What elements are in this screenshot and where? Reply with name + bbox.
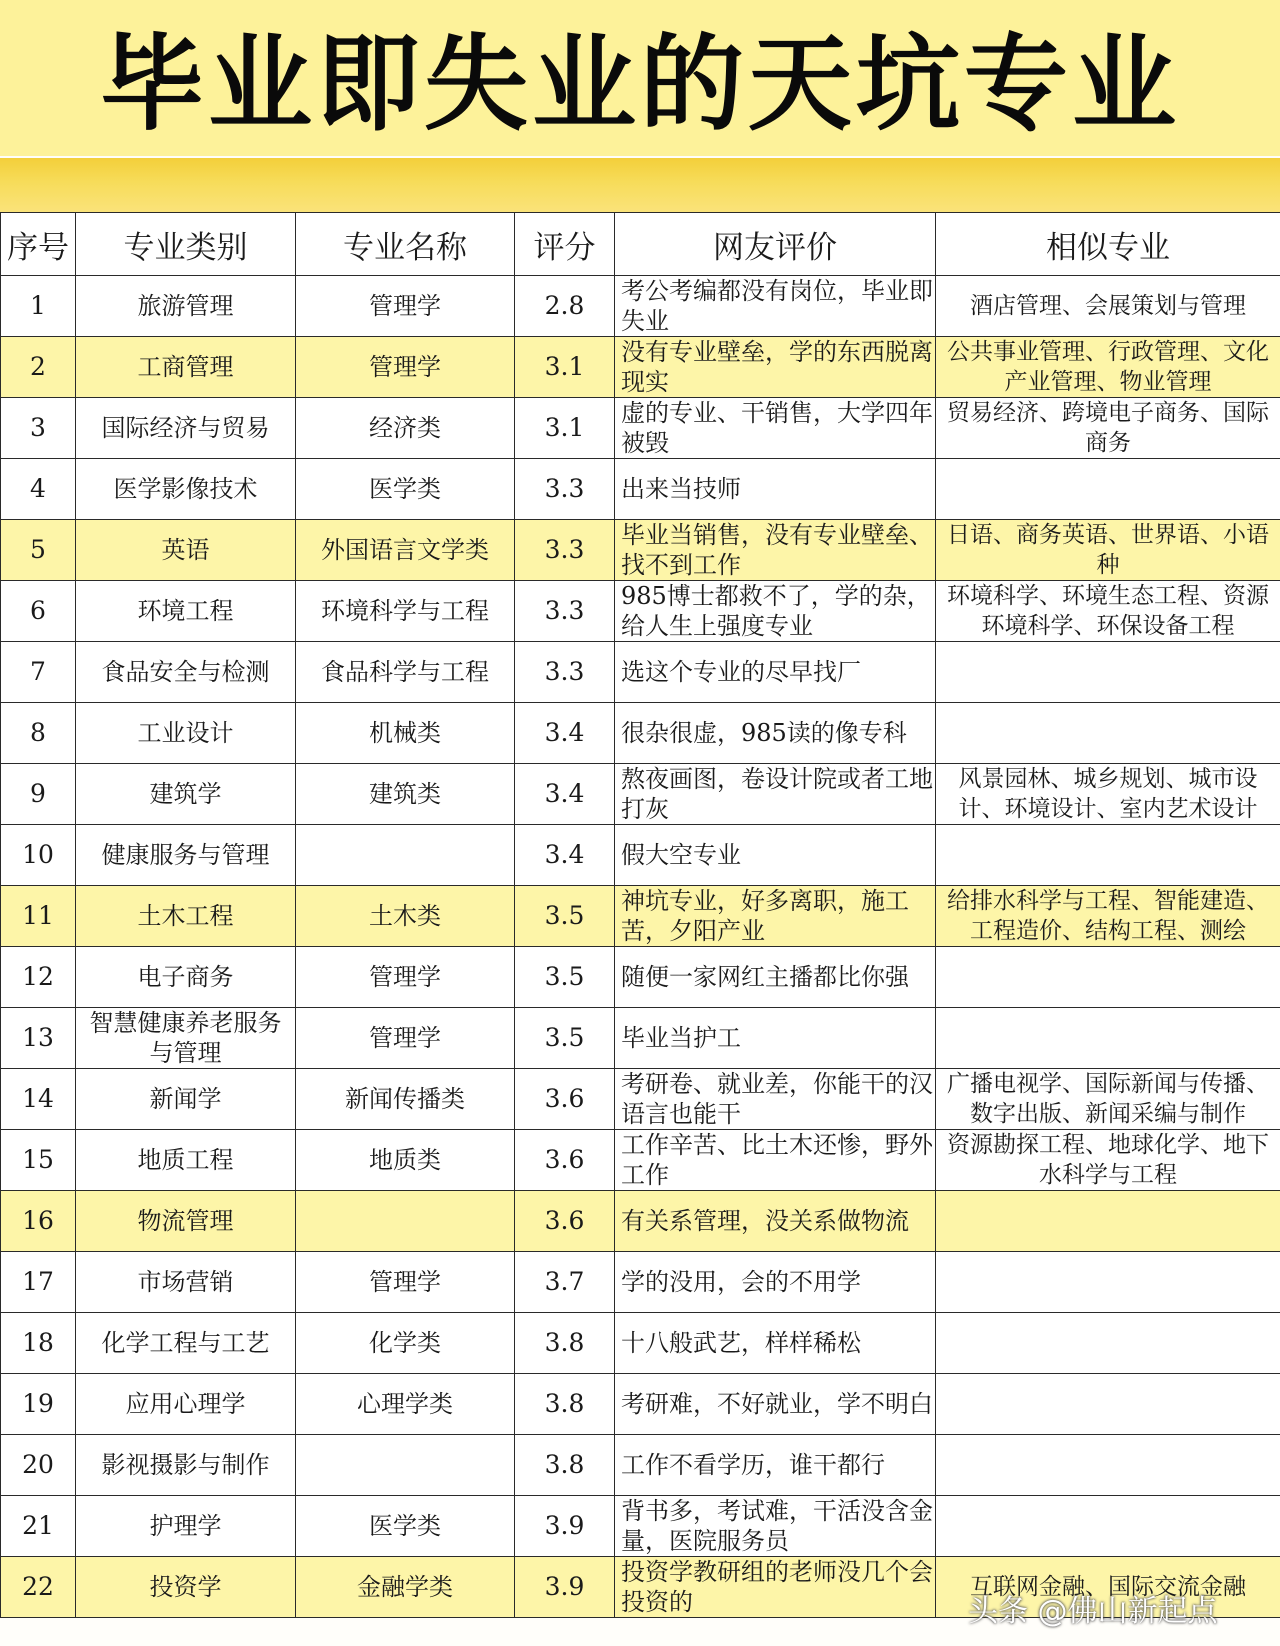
cell-score: 3.6 — [515, 1069, 615, 1130]
cell-similar — [936, 1496, 1280, 1557]
cell-seq: 13 — [1, 1008, 76, 1069]
cell-review: 考公考编都没有岗位，毕业即失业 — [615, 276, 936, 337]
cell-score: 3.6 — [515, 1130, 615, 1191]
cell-score: 3.4 — [515, 825, 615, 886]
table-row — [1, 1374, 1280, 1435]
cell-score: 3.3 — [515, 520, 615, 581]
table-row — [1, 581, 1280, 642]
table-row — [1, 703, 1280, 764]
title-banner — [0, 0, 1280, 156]
cell-name: 新闻传播类 — [296, 1069, 515, 1130]
cell-similar — [936, 642, 1280, 703]
cell-category: 护理学 — [76, 1496, 296, 1557]
cell-seq: 5 — [1, 520, 76, 581]
cell-category: 智慧健康养老服务与管理 — [76, 1008, 296, 1069]
cell-seq: 3 — [1, 398, 76, 459]
table-row — [1, 947, 1280, 1008]
cell-similar — [936, 1191, 1280, 1252]
cell-category: 健康服务与管理 — [76, 825, 296, 886]
page-title: 毕业即失业的天坑专业 — [99, 23, 1180, 145]
table-row — [1, 642, 1280, 703]
cell-name — [296, 825, 515, 886]
cell-name: 地质类 — [296, 1130, 515, 1191]
cell-score: 3.7 — [515, 1252, 615, 1313]
cell-review: 毕业当销售，没有专业壁垒、找不到工作 — [615, 520, 936, 581]
table-row — [1, 1496, 1280, 1557]
cell-similar — [936, 947, 1280, 1008]
cell-category: 应用心理学 — [76, 1374, 296, 1435]
table-row — [1, 398, 1280, 459]
cell-name: 土木类 — [296, 886, 515, 947]
cell-name: 心理学类 — [296, 1374, 515, 1435]
cell-review: 学的没用，会的不用学 — [615, 1252, 936, 1313]
cell-seq: 12 — [1, 947, 76, 1008]
majors-table — [0, 212, 1280, 1618]
cell-seq: 7 — [1, 642, 76, 703]
table-row — [1, 825, 1280, 886]
cell-category: 投资学 — [76, 1557, 296, 1618]
cell-similar: 风景园林、城乡规划、城市设计、环境设计、室内艺术设计 — [936, 764, 1280, 825]
cell-similar: 酒店管理、会展策划与管理 — [936, 276, 1280, 337]
cell-review: 考研卷、就业差，你能干的汉语言也能干 — [615, 1069, 936, 1130]
cell-name: 经济类 — [296, 398, 515, 459]
cell-name: 管理学 — [296, 1252, 515, 1313]
table-row — [1, 276, 1280, 337]
cell-review: 虚的专业、干销售，大学四年被毁 — [615, 398, 936, 459]
cell-seq: 10 — [1, 825, 76, 886]
header-similar: 相似专业 — [936, 213, 1280, 276]
cell-score: 3.1 — [515, 337, 615, 398]
cell-name: 机械类 — [296, 703, 515, 764]
cell-category: 电子商务 — [76, 947, 296, 1008]
cell-score: 3.3 — [515, 581, 615, 642]
cell-category: 医学影像技术 — [76, 459, 296, 520]
table-body — [1, 276, 1280, 1618]
cell-score: 3.4 — [515, 703, 615, 764]
cell-category: 国际经济与贸易 — [76, 398, 296, 459]
cell-score: 3.3 — [515, 459, 615, 520]
cell-score: 2.8 — [515, 276, 615, 337]
cell-seq: 1 — [1, 276, 76, 337]
cell-similar — [936, 703, 1280, 764]
cell-score: 3.5 — [515, 886, 615, 947]
header-score: 评分 — [515, 213, 615, 276]
table-row — [1, 1130, 1280, 1191]
cell-name: 管理学 — [296, 1008, 515, 1069]
decorative-stripe — [0, 158, 1280, 212]
cell-seq: 8 — [1, 703, 76, 764]
cell-category: 食品安全与检测 — [76, 642, 296, 703]
cell-review: 投资学教研组的老师没几个会投资的 — [615, 1557, 936, 1618]
cell-review: 选这个专业的尽早找厂 — [615, 642, 936, 703]
cell-name — [296, 1191, 515, 1252]
cell-review: 出来当技师 — [615, 459, 936, 520]
table-row — [1, 1252, 1280, 1313]
cell-review: 熬夜画图，卷设计院或者工地打灰 — [615, 764, 936, 825]
cell-seq: 2 — [1, 337, 76, 398]
cell-similar — [936, 825, 1280, 886]
cell-similar — [936, 1008, 1280, 1069]
cell-similar: 互联网金融、国际交流金融 — [936, 1557, 1280, 1618]
table-row — [1, 1435, 1280, 1496]
cell-seq: 18 — [1, 1313, 76, 1374]
cell-category: 新闻学 — [76, 1069, 296, 1130]
cell-review: 很杂很虚，985读的像专科 — [615, 703, 936, 764]
table-row — [1, 1191, 1280, 1252]
cell-name: 医学类 — [296, 1496, 515, 1557]
cell-category: 地质工程 — [76, 1130, 296, 1191]
cell-name: 建筑类 — [296, 764, 515, 825]
cell-category: 建筑学 — [76, 764, 296, 825]
cell-score: 3.6 — [515, 1191, 615, 1252]
cell-name: 化学类 — [296, 1313, 515, 1374]
cell-score: 3.5 — [515, 1008, 615, 1069]
cell-similar — [936, 1313, 1280, 1374]
cell-similar: 贸易经济、跨境电子商务、国际商务 — [936, 398, 1280, 459]
cell-name: 环境科学与工程 — [296, 581, 515, 642]
cell-category: 土木工程 — [76, 886, 296, 947]
cell-seq: 16 — [1, 1191, 76, 1252]
cell-seq: 22 — [1, 1557, 76, 1618]
cell-category: 物流管理 — [76, 1191, 296, 1252]
cell-score: 3.8 — [515, 1313, 615, 1374]
cell-score: 3.8 — [515, 1435, 615, 1496]
cell-name: 管理学 — [296, 947, 515, 1008]
header-review: 网友评价 — [615, 213, 936, 276]
cell-category: 英语 — [76, 520, 296, 581]
cell-seq: 21 — [1, 1496, 76, 1557]
cell-similar: 资源勘探工程、地球化学、地下水科学与工程 — [936, 1130, 1280, 1191]
cell-score: 3.1 — [515, 398, 615, 459]
cell-score: 3.4 — [515, 764, 615, 825]
cell-review: 有关系管理，没关系做物流 — [615, 1191, 936, 1252]
cell-name: 金融学类 — [296, 1557, 515, 1618]
cell-category: 影视摄影与制作 — [76, 1435, 296, 1496]
table-row — [1, 886, 1280, 947]
cell-score: 3.3 — [515, 642, 615, 703]
cell-seq: 9 — [1, 764, 76, 825]
table-row — [1, 1008, 1280, 1069]
cell-review: 工作不看学历，谁干都行 — [615, 1435, 936, 1496]
table-row — [1, 337, 1280, 398]
cell-seq: 19 — [1, 1374, 76, 1435]
cell-review: 没有专业壁垒，学的东西脱离现实 — [615, 337, 936, 398]
cell-similar — [936, 1252, 1280, 1313]
cell-score: 3.5 — [515, 947, 615, 1008]
cell-similar: 日语、商务英语、世界语、小语种 — [936, 520, 1280, 581]
cell-seq: 4 — [1, 459, 76, 520]
table-row — [1, 764, 1280, 825]
cell-category: 化学工程与工艺 — [76, 1313, 296, 1374]
cell-review: 毕业当护工 — [615, 1008, 936, 1069]
cell-category: 工业设计 — [76, 703, 296, 764]
cell-similar: 公共事业管理、行政管理、文化产业管理、物业管理 — [936, 337, 1280, 398]
cell-similar: 环境科学、环境生态工程、资源环境科学、环保设备工程 — [936, 581, 1280, 642]
table-row — [1, 1069, 1280, 1130]
cell-category: 环境工程 — [76, 581, 296, 642]
cell-name: 医学类 — [296, 459, 515, 520]
cell-category: 市场营销 — [76, 1252, 296, 1313]
cell-seq: 17 — [1, 1252, 76, 1313]
cell-score: 3.9 — [515, 1557, 615, 1618]
header-seq: 序号 — [1, 213, 76, 276]
cell-name: 外国语言文学类 — [296, 520, 515, 581]
cell-review: 十八般武艺，样样稀松 — [615, 1313, 936, 1374]
cell-review: 考研难，不好就业，学不明白 — [615, 1374, 936, 1435]
cell-score: 3.9 — [515, 1496, 615, 1557]
cell-review: 工作辛苦、比土木还惨，野外工作 — [615, 1130, 936, 1191]
cell-seq: 20 — [1, 1435, 76, 1496]
header-name: 专业名称 — [296, 213, 515, 276]
cell-seq: 15 — [1, 1130, 76, 1191]
cell-name: 食品科学与工程 — [296, 642, 515, 703]
cell-name: 管理学 — [296, 337, 515, 398]
cell-seq: 14 — [1, 1069, 76, 1130]
cell-review: 背书多，考试难，干活没含金量，医院服务员 — [615, 1496, 936, 1557]
cell-review: 神坑专业，好多离职，施工苦，夕阳产业 — [615, 886, 936, 947]
cell-review: 随便一家网红主播都比你强 — [615, 947, 936, 1008]
watermark: 头条 @佛山新起点 — [968, 1594, 1218, 1629]
cell-review: 假大空专业 — [615, 825, 936, 886]
cell-seq: 11 — [1, 886, 76, 947]
cell-similar: 广播电视学、国际新闻与传播、数字出版、新闻采编与制作 — [936, 1069, 1280, 1130]
cell-name — [296, 1435, 515, 1496]
table-row — [1, 1313, 1280, 1374]
cell-similar: 给排水科学与工程、智能建造、工程造价、结构工程、测绘 — [936, 886, 1280, 947]
cell-category: 工商管理 — [76, 337, 296, 398]
cell-similar — [936, 459, 1280, 520]
table-header-row — [1, 213, 1280, 276]
cell-name: 管理学 — [296, 276, 515, 337]
cell-similar — [936, 1435, 1280, 1496]
cell-category: 旅游管理 — [76, 276, 296, 337]
header-category: 专业类别 — [76, 213, 296, 276]
cell-similar — [936, 1374, 1280, 1435]
table-row — [1, 459, 1280, 520]
cell-score: 3.8 — [515, 1374, 615, 1435]
table-row — [1, 520, 1280, 581]
cell-review: 985博士都救不了，学的杂，给人生上强度专业 — [615, 581, 936, 642]
cell-seq: 6 — [1, 581, 76, 642]
